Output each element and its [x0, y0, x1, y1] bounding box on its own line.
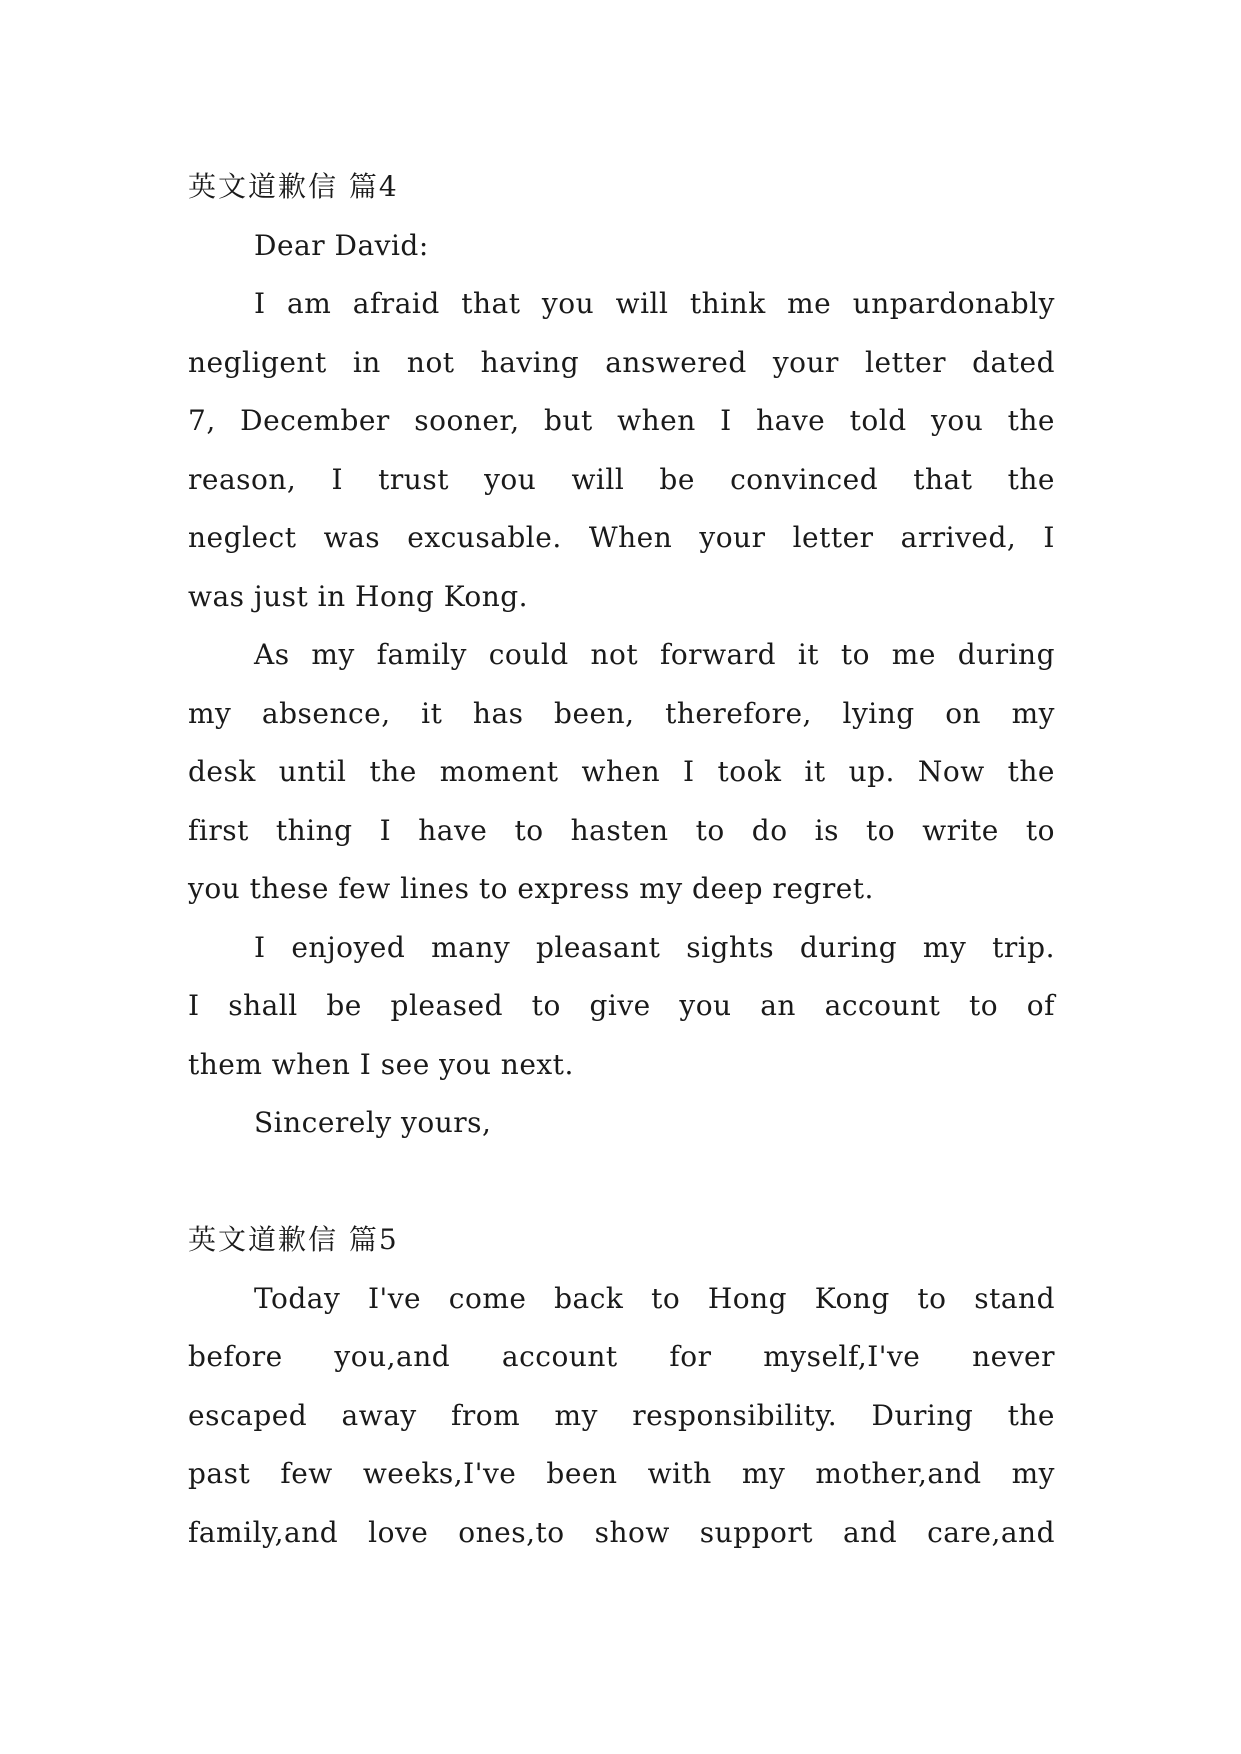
- paragraph-line: negligent in not having answered your letter dated: [188, 345, 1055, 379]
- paragraph-line: escaped away from my responsibility. During the: [188, 1398, 1055, 1432]
- paragraph-line: I shall be pleased to give you an account to of: [188, 989, 1055, 1022]
- paragraph-line: you these few lines to express my deep regret.: [188, 872, 874, 905]
- paragraph-line: I am afraid that you will think me unpardonably: [254, 287, 1055, 320]
- paragraph-line: past few weeks,I've been with my mother,and my: [188, 1457, 1055, 1490]
- paragraph-line: desk until the moment when I took it up. Now the: [188, 755, 1055, 788]
- paragraph-line: them when I see you next.: [188, 1047, 574, 1081]
- letter-paragraph: [188, 275, 1055, 626]
- paragraph-line: family,and love ones,to show support and care,and: [188, 1515, 1055, 1549]
- paragraph-line: I enjoyed many pleasant sights during my trip.: [254, 930, 1055, 964]
- document-page: [188, 158, 1055, 1562]
- section-heading: 英文道歉信 篇4: [188, 170, 399, 203]
- letter-paragraph: [188, 1270, 1055, 1563]
- paragraph-line: As my family could not forward it to me during: [254, 638, 1055, 671]
- section-spacer: [188, 1153, 1055, 1212]
- paragraph-line: neglect was excusable. When your letter arrived, I: [188, 521, 1055, 554]
- paragraph-line: first thing I have to hasten to do is to write to: [188, 813, 1055, 847]
- section-heading: 英文道歉信 篇5: [188, 1223, 399, 1256]
- letter-paragraph: [188, 626, 1055, 919]
- letter-greeting: Dear David:: [254, 228, 429, 262]
- paragraph-line: Today I've come back to Hong Kong to stand: [254, 1281, 1055, 1315]
- letter-closing: Sincerely yours,: [254, 1106, 492, 1139]
- paragraph-line: reason, I trust you will be convinced that the: [188, 462, 1055, 496]
- paragraph-line: before you,and account for myself,I've never: [188, 1340, 1055, 1373]
- paragraph-line: 7, December sooner, but when I have told you the: [188, 404, 1055, 437]
- paragraph-line: my absence, it has been, therefore, lying on my: [188, 696, 1055, 730]
- paragraph-line: was just in Hong Kong.: [188, 579, 529, 613]
- letter-paragraph: [188, 919, 1055, 1095]
